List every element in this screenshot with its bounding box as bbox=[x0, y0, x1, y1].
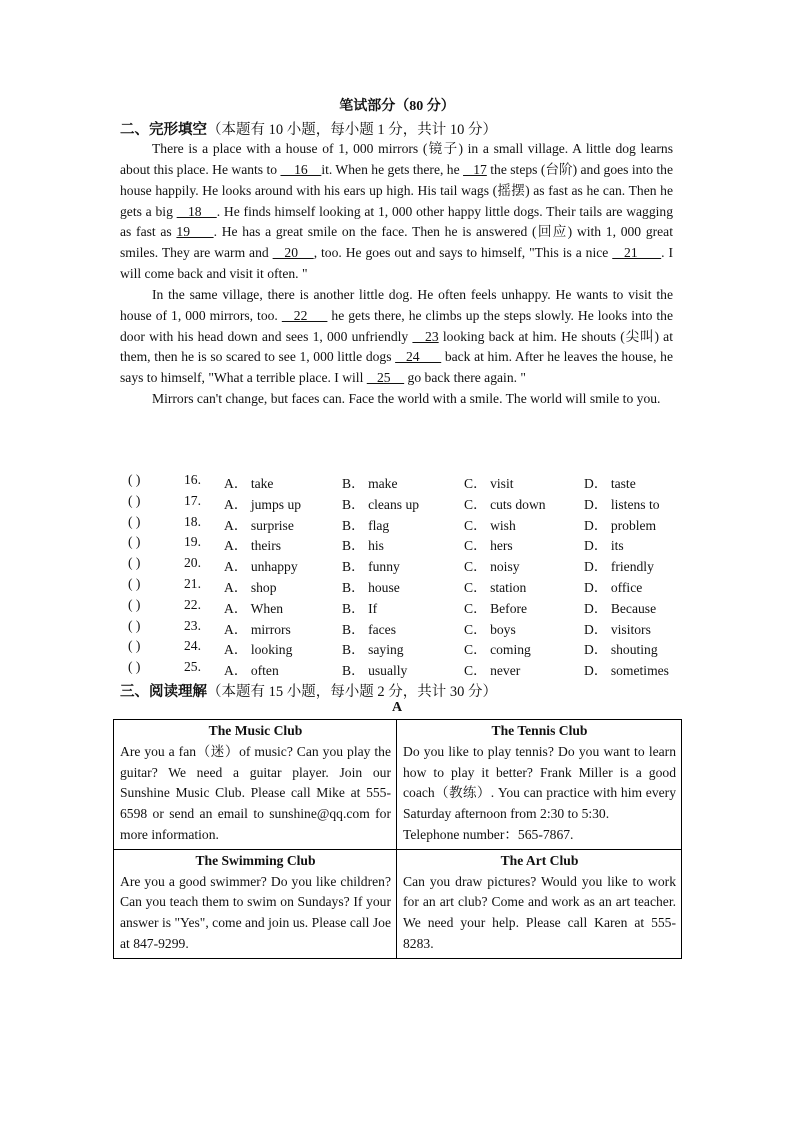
option-letter: D． bbox=[584, 621, 608, 637]
section-reading-heading bbox=[120, 680, 497, 701]
option-text: theirs bbox=[250, 538, 282, 554]
option-text: looking bbox=[250, 642, 293, 658]
option-b bbox=[342, 514, 389, 534]
option-c bbox=[464, 576, 526, 596]
option-text: cuts down bbox=[490, 496, 546, 512]
passage-text: it. When he gets there, he bbox=[321, 161, 464, 177]
question-number: 24. bbox=[184, 638, 201, 654]
question-row bbox=[120, 618, 680, 639]
question-row bbox=[120, 638, 680, 659]
page-title: 笔试部分（80 分） bbox=[339, 99, 455, 114]
option-letter: B． bbox=[342, 663, 365, 679]
question-number: 23. bbox=[184, 617, 201, 633]
option-letter: D． bbox=[584, 579, 608, 595]
option-text: Because bbox=[610, 600, 657, 616]
option-a bbox=[224, 576, 277, 596]
option-b bbox=[342, 576, 400, 596]
question-row bbox=[120, 493, 680, 514]
option-letter: A． bbox=[224, 538, 248, 554]
option-text: usually bbox=[368, 663, 408, 679]
club-text: Are you a fan（迷）of music? Can you play the guitar? We need a guitar player. Join our Sunshine Music Club. Please call Mike at 555-6598 or send an email to sunshine@qq.com for more information. bbox=[120, 743, 391, 842]
option-text: its bbox=[610, 538, 624, 554]
option-d bbox=[584, 514, 656, 534]
option-text: office bbox=[610, 579, 643, 595]
option-a bbox=[224, 638, 292, 658]
option-b bbox=[342, 618, 396, 638]
option-text: coming bbox=[490, 642, 531, 658]
option-a bbox=[224, 659, 279, 679]
option-text: cleans up bbox=[368, 496, 420, 512]
option-d bbox=[584, 638, 658, 658]
club-telephone: Telephone number：565-7867. bbox=[403, 826, 574, 842]
option-text: hers bbox=[490, 538, 513, 554]
option-c bbox=[464, 659, 520, 679]
option-letter: C． bbox=[464, 476, 487, 491]
option-text: take bbox=[250, 476, 274, 491]
option-c bbox=[464, 638, 531, 658]
option-letter: C． bbox=[464, 621, 487, 637]
option-a bbox=[224, 555, 298, 575]
section-cloze-note: （本题有 10 小题，每小题 1 分，共计 10 分） bbox=[207, 122, 497, 138]
option-letter: C． bbox=[464, 663, 487, 679]
answer-blank: 22 bbox=[281, 307, 328, 323]
answer-blank: 24 bbox=[395, 349, 442, 365]
answer-parentheses: ( ) bbox=[128, 513, 141, 529]
section-reading-title: 三、阅读理解 bbox=[120, 684, 207, 700]
answer-blank: 21 bbox=[612, 245, 662, 261]
option-letter: A． bbox=[224, 559, 248, 575]
art-club-cell bbox=[397, 849, 682, 958]
option-text: surprise bbox=[250, 517, 294, 533]
option-b bbox=[342, 638, 404, 658]
option-text: visitors bbox=[610, 621, 651, 637]
passage-text: . I will come back and visit it often. " bbox=[120, 245, 674, 282]
option-b bbox=[342, 597, 377, 617]
option-text: funny bbox=[368, 559, 400, 575]
question-row bbox=[120, 555, 680, 576]
club-name: The Art Club bbox=[500, 852, 579, 868]
passage-text: the steps (台阶) and goes into the house happily. He looks around with his ears up high. His tail wags (摇摆) as fast as he can. Then he gets a big bbox=[120, 161, 674, 219]
option-letter: A． bbox=[224, 517, 248, 533]
question-row bbox=[120, 597, 680, 618]
option-letter: C． bbox=[464, 496, 487, 512]
option-letter: C． bbox=[464, 600, 487, 616]
option-letter: A． bbox=[224, 496, 248, 512]
option-text: faces bbox=[368, 621, 396, 637]
option-text: shouting bbox=[610, 642, 658, 658]
question-number: 21. bbox=[184, 575, 201, 591]
option-letter: C． bbox=[464, 642, 487, 658]
passage-text: back at him. After he leaves the house, he says to himself, "What a terrible place. I will bbox=[120, 349, 673, 386]
music-club-cell bbox=[114, 720, 397, 850]
reading-part-label: A bbox=[391, 700, 403, 715]
option-text: never bbox=[490, 663, 521, 679]
question-number: 17. bbox=[184, 492, 201, 508]
option-c bbox=[464, 534, 513, 554]
option-text: saying bbox=[368, 642, 404, 658]
option-text: often bbox=[250, 663, 279, 679]
tennis-club-cell bbox=[397, 720, 682, 850]
option-a bbox=[224, 472, 273, 492]
option-c bbox=[464, 597, 527, 617]
option-b bbox=[342, 493, 419, 513]
question-row bbox=[120, 576, 680, 597]
section-reading-note: （本题有 15 小题，每小题 2 分，共计 30 分） bbox=[207, 684, 497, 700]
option-d bbox=[584, 597, 656, 617]
answer-parentheses: ( ) bbox=[128, 534, 141, 550]
answer-blank: 16 bbox=[280, 161, 322, 177]
passage-text: . He has a great smile on the face. Then he is answered (回应) with 1, 000 great smiles. They are warm and bbox=[120, 224, 673, 261]
option-text: shop bbox=[250, 579, 277, 595]
option-b bbox=[342, 534, 384, 554]
option-text: wish bbox=[490, 517, 516, 533]
option-text: his bbox=[368, 538, 384, 554]
passage-text: looking back at him. He shouts (尖叫) at them, then he is so scared to see 1, 000 little dogs bbox=[120, 328, 673, 365]
option-d bbox=[584, 576, 642, 596]
option-text: flag bbox=[368, 517, 390, 533]
option-b bbox=[342, 659, 407, 679]
option-letter: B． bbox=[342, 559, 365, 575]
answer-parentheses: ( ) bbox=[128, 617, 141, 633]
question-number: 20. bbox=[184, 555, 201, 571]
passage-text: go back there again. " bbox=[404, 370, 526, 386]
option-letter: D． bbox=[584, 642, 608, 658]
option-b bbox=[342, 555, 400, 575]
option-c bbox=[464, 472, 514, 492]
answer-parentheses: ( ) bbox=[128, 555, 141, 571]
question-number: 22. bbox=[184, 596, 201, 612]
option-letter: B． bbox=[342, 476, 365, 491]
option-text: station bbox=[490, 579, 527, 595]
option-letter: D． bbox=[584, 496, 608, 512]
option-text: listens to bbox=[610, 496, 660, 512]
question-number: 16. bbox=[184, 472, 201, 487]
option-letter: C． bbox=[464, 517, 487, 533]
option-a bbox=[224, 597, 283, 617]
option-b bbox=[342, 472, 398, 492]
question-row bbox=[120, 534, 680, 555]
option-text: noisy bbox=[490, 559, 520, 575]
option-letter: A． bbox=[224, 579, 248, 595]
question-row bbox=[120, 659, 680, 680]
option-letter: D． bbox=[584, 517, 608, 533]
passage-paragraph bbox=[120, 285, 673, 389]
option-letter: B． bbox=[342, 642, 365, 658]
answer-blank: 18 bbox=[176, 203, 217, 219]
question-number: 18. bbox=[184, 513, 201, 529]
option-letter: A． bbox=[224, 476, 248, 491]
option-letter: B． bbox=[342, 496, 365, 512]
option-letter: D． bbox=[584, 559, 608, 575]
option-text: visit bbox=[490, 476, 514, 491]
option-text: sometimes bbox=[610, 663, 669, 679]
option-letter: C． bbox=[464, 559, 487, 575]
section-cloze-heading bbox=[120, 118, 497, 139]
passage-text: . He finds himself looking at 1, 000 other happy little dogs. Their tails are wagging as fast as bbox=[120, 203, 674, 240]
option-letter: D． bbox=[584, 476, 608, 491]
option-a bbox=[224, 493, 301, 513]
question-number: 19. bbox=[184, 534, 201, 550]
answer-blank: 17 bbox=[463, 161, 487, 177]
passage-text: , too. He goes out and says to himself, "This is a nice bbox=[313, 245, 613, 261]
option-text: unhappy bbox=[250, 559, 298, 575]
option-d bbox=[584, 472, 636, 492]
option-d bbox=[584, 534, 624, 554]
answer-blank: 23 bbox=[412, 328, 439, 344]
option-text: If bbox=[368, 600, 378, 616]
option-a bbox=[224, 534, 281, 554]
clubs-table bbox=[113, 719, 682, 959]
option-text: Before bbox=[490, 600, 528, 616]
cloze-passage bbox=[120, 139, 673, 410]
answer-parentheses: ( ) bbox=[128, 596, 141, 612]
option-letter: B． bbox=[342, 579, 365, 595]
answer-blank: 19 bbox=[176, 224, 214, 240]
option-letter: D． bbox=[584, 600, 608, 616]
option-c bbox=[464, 618, 516, 638]
option-text: problem bbox=[610, 517, 657, 533]
club-name: The Tennis Club bbox=[491, 723, 588, 738]
option-letter: B． bbox=[342, 517, 365, 533]
option-letter: B． bbox=[342, 621, 365, 637]
cloze-options bbox=[120, 472, 680, 680]
option-d bbox=[584, 659, 669, 679]
option-text: boys bbox=[490, 621, 516, 637]
option-c bbox=[464, 514, 516, 534]
option-letter: D． bbox=[584, 663, 608, 679]
option-text: friendly bbox=[610, 559, 654, 575]
option-letter: C． bbox=[464, 579, 487, 595]
question-row bbox=[120, 514, 680, 535]
option-a bbox=[224, 514, 294, 534]
option-letter: B． bbox=[342, 600, 365, 616]
option-c bbox=[464, 555, 520, 575]
answer-parentheses: ( ) bbox=[128, 659, 141, 675]
passage-text: he gets there, he climbs up the steps slowly. He looks into the door with his head down and sees 1, 000 unfriendly bbox=[120, 307, 673, 344]
club-name: The Swimming Club bbox=[195, 852, 316, 868]
passage-paragraph bbox=[120, 139, 673, 285]
option-text: When bbox=[250, 600, 284, 616]
option-text: jumps up bbox=[250, 496, 302, 512]
club-text: Do you like to play tennis? Do you want to learn how to play it better? Frank Miller is a good coach（教练）. You can practice with him every Saturday afternoon from 2:30 to 5:30. bbox=[403, 743, 676, 822]
option-text: make bbox=[368, 476, 398, 491]
club-text: Can you draw pictures? Would you like to work for an art club? Come and work as an art teacher. We need your help. Please call Karen at 555-8283. bbox=[403, 873, 676, 951]
option-letter: A． bbox=[224, 663, 248, 679]
option-d bbox=[584, 618, 651, 638]
answer-parentheses: ( ) bbox=[128, 472, 141, 487]
option-text: taste bbox=[610, 476, 636, 491]
passage-text: There is a place with a house of 1, 000 mirrors (镜子) in a small village. A little dog learns about this place. He wants to bbox=[120, 141, 673, 177]
club-name: The Music Club bbox=[208, 723, 303, 738]
option-letter: A． bbox=[224, 621, 248, 637]
option-text: house bbox=[368, 579, 400, 595]
option-letter: B． bbox=[342, 538, 365, 554]
question-number: 25. bbox=[184, 659, 201, 675]
answer-parentheses: ( ) bbox=[128, 638, 141, 654]
club-text: Are you a good swimmer? Do you like children? Can you teach them to swim on Sundays? If your answer is "Yes", come and join us. Please call Joe at 847-9299. bbox=[120, 873, 391, 951]
option-c bbox=[464, 493, 546, 513]
answer-blank: 25 bbox=[366, 370, 405, 386]
answer-parentheses: ( ) bbox=[128, 492, 141, 508]
option-text: mirrors bbox=[250, 621, 291, 637]
option-letter: C． bbox=[464, 538, 487, 554]
section-cloze-title: 二、完形填空 bbox=[120, 122, 207, 138]
option-d bbox=[584, 555, 654, 575]
answer-blank: 20 bbox=[272, 245, 314, 261]
option-letter: D． bbox=[584, 538, 608, 554]
option-d bbox=[584, 493, 660, 513]
passage-text: In the same village, there is another little dog. He often feels unhappy. He wants to visit the house of 1, 000 mirrors, too. bbox=[120, 286, 673, 323]
option-a bbox=[224, 618, 291, 638]
passage-paragraph bbox=[120, 389, 673, 410]
passage-text: Mirrors can't change, but faces can. Face the world with a smile. The world will smile to you. bbox=[152, 391, 661, 407]
option-letter: A． bbox=[224, 642, 248, 658]
swimming-club-cell bbox=[114, 849, 397, 958]
question-row bbox=[120, 472, 680, 493]
answer-parentheses: ( ) bbox=[128, 575, 141, 591]
option-letter: A． bbox=[224, 600, 248, 616]
